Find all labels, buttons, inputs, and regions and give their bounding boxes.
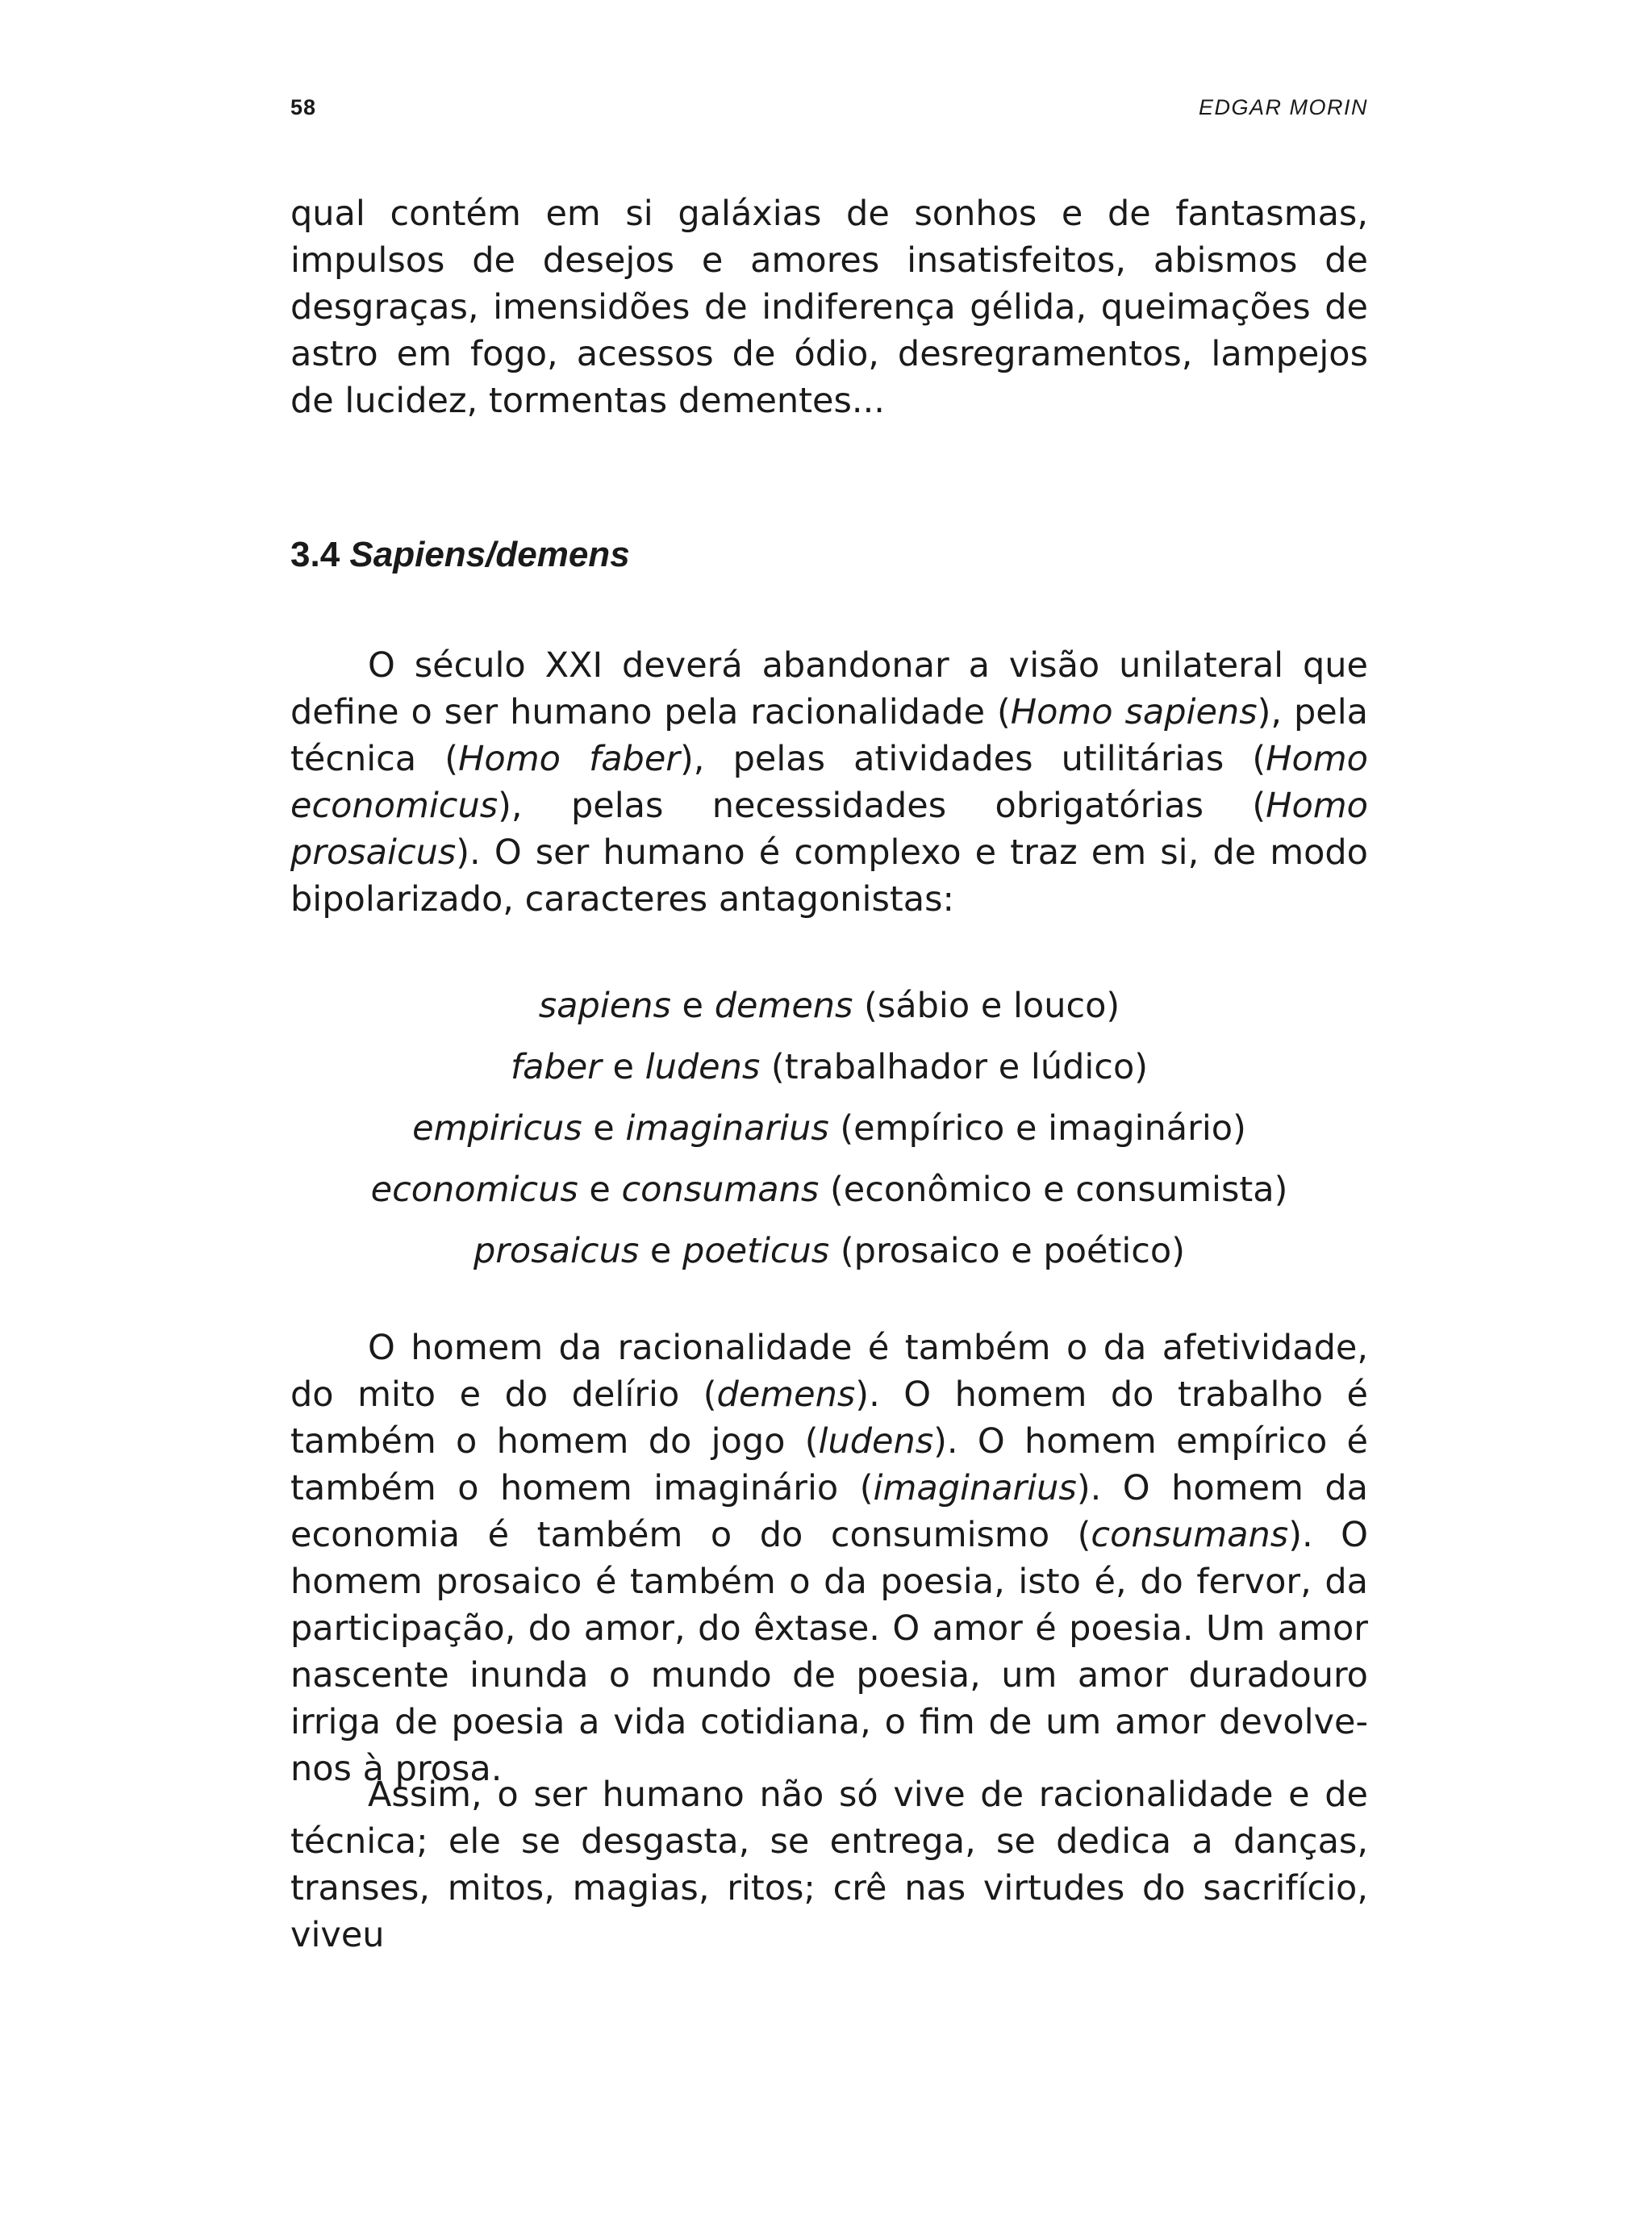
running-header xyxy=(290,95,1368,127)
pair-line xyxy=(290,1098,1368,1159)
intro-paragraph xyxy=(290,642,1368,923)
pair-gloss: (trabalhador e lúdico) xyxy=(760,1047,1149,1087)
assim-paragraph: Assim, o ser humano não só vive de racionalidade e de técnica; ele se desgasta, se entrega, se dedica a danças, transes, mitos, magias, ritos; crê nas virtudes do sacrifício, viveu xyxy=(290,1775,1368,1955)
paragraph-continued: qual contém em si galáxias de sonhos e de fantasmas, impulsos de desejos e amores insatisfeitos, abismos de desgraças, imensidões de indiferença gélida, queimações de astro em fogo, acessos de ódio, desregramentos, lampejos de lucidez, tormentas dementes... xyxy=(290,194,1368,421)
pair-term-b: imaginarius xyxy=(625,1108,829,1149)
pair-term-b: consumans xyxy=(621,1170,820,1210)
pair-term-b: poeticus xyxy=(682,1231,830,1271)
pair-term-a: sapiens xyxy=(538,986,671,1026)
pair-gloss: (econômico e consumista) xyxy=(819,1170,1288,1210)
pair-term-a: faber xyxy=(510,1047,602,1087)
pair-gloss: (empírico e imaginário) xyxy=(828,1108,1246,1149)
pair-conjunction: e xyxy=(601,1047,645,1087)
pair-gloss: (sábio e louco) xyxy=(853,986,1120,1026)
text-run: ). O homem da economia é também o do consumismo ( xyxy=(290,1468,1369,1555)
section-number: 3.4 xyxy=(290,535,340,574)
text-run: ), pelas necessidades obrigatórias ( xyxy=(498,786,1266,826)
page-number: 58 xyxy=(290,95,317,119)
italic-term: Homo prosaicus xyxy=(290,786,1368,873)
section-heading xyxy=(290,532,630,578)
pair-gloss: (prosaico e poético) xyxy=(829,1231,1186,1271)
pair-conjunction: e xyxy=(578,1170,622,1210)
text-run: ), pelas atividades utilitárias ( xyxy=(679,739,1266,779)
italic-term: Homo faber xyxy=(458,739,680,779)
pair-line xyxy=(290,1037,1368,1098)
italic-term: demens xyxy=(716,1374,856,1415)
pair-conjunction: e xyxy=(582,1108,626,1149)
italic-term: ludens xyxy=(818,1421,934,1462)
pair-term-a: empiricus xyxy=(412,1108,582,1149)
pair-conjunction: e xyxy=(670,986,715,1026)
pair-line xyxy=(290,975,1368,1037)
italic-term: Homo economicus xyxy=(290,739,1368,826)
italic-term: consumans xyxy=(1091,1515,1289,1555)
text-run: ). O ser humano é complexo e traz em si, de modo bipolarizado, caracteres antagonistas: xyxy=(290,832,1368,920)
text-run: ). O homem empírico é também o homem imaginário ( xyxy=(290,1421,1368,1508)
text-run: ). O homem prosaico é também o da poesia, isto é, do fervor, da participação, do amor, do êxtase. O amor é poesia. Um amor nascente inunda o mundo de poesia, um amor duradouro irriga de poesia a vida cotidiana, o fim de um amor devolve-nos à prosa. xyxy=(290,1515,1368,1789)
book-page xyxy=(290,0,1368,2240)
italic-term: Homo sapiens xyxy=(1010,692,1258,732)
pair-conjunction: e xyxy=(639,1231,683,1271)
running-title: EDGAR MORIN xyxy=(1198,95,1368,119)
text-run: O homem da racionalidade é também o da afetividade, do mito e do delírio ( xyxy=(290,1328,1368,1415)
italic-term: imaginarius xyxy=(873,1468,1077,1508)
pair-term-a: prosaicus xyxy=(473,1231,640,1271)
pair-line xyxy=(290,1159,1368,1220)
homem-paragraph xyxy=(290,1324,1368,1792)
text-run: O século XXI deverá abandonar a visão unilateral que define o ser humano pela racionalidade ( xyxy=(290,645,1368,732)
pair-term-b: ludens xyxy=(645,1047,761,1087)
text-run: ), pela técnica ( xyxy=(290,692,1368,779)
pair-term-a: economicus xyxy=(370,1170,578,1210)
text-run: ). O homem do trabalho é também o homem do jogo ( xyxy=(290,1374,1368,1462)
section-title: Sapiens/demens xyxy=(349,535,630,574)
pair-term-b: demens xyxy=(714,986,853,1026)
pair-line xyxy=(290,1220,1368,1282)
antagonist-pairs-list xyxy=(290,975,1368,1282)
